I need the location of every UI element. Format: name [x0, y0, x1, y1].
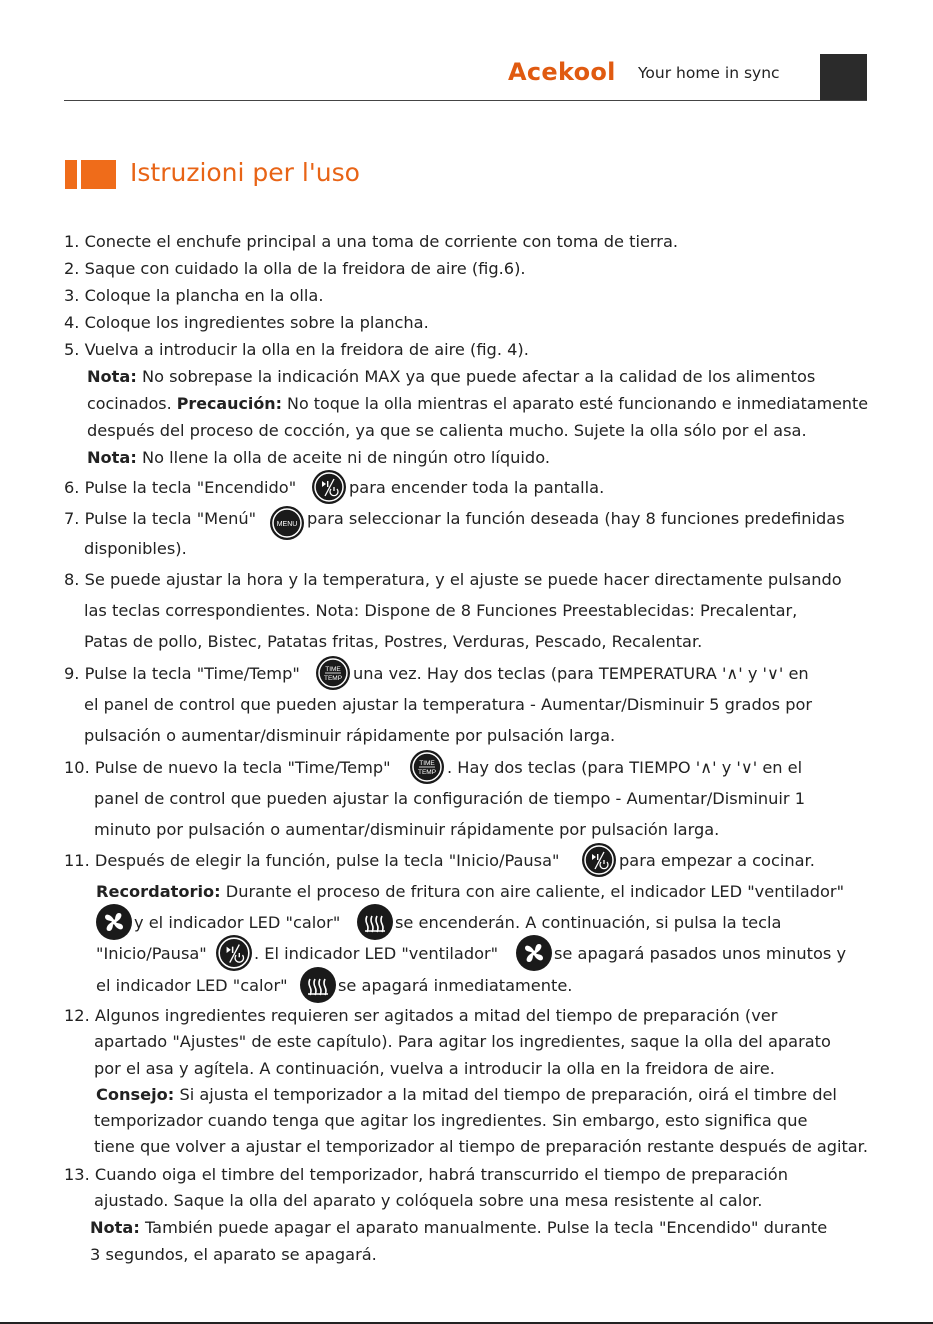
step-12-d: temporizador cuando tenga que agitar los ingredientes. Sin embargo, esto significa que [94, 1111, 808, 1130]
step-9-d: pulsación o aumentar/disminuir rápidamente por pulsación larga. [84, 726, 616, 745]
step-8-c: Patas de pollo, Bistec, Patatas fritas, Postres, Verduras, Pescado, Recalentar. [84, 632, 703, 651]
caution-text: No toque la olla mientras el aparato esté funcionando e inmediatamente [281, 394, 868, 413]
fan-icon [516, 935, 552, 971]
step-3: 3. Coloque la plancha en la olla. [64, 286, 324, 305]
temp-label: TEMP [417, 769, 437, 776]
section-title: Istruzioni per l'uso [130, 158, 360, 187]
time-label: TIME [325, 666, 341, 673]
step-7-text-b: para seleccionar la función deseada (hay 8 funciones predefinidas [307, 509, 845, 528]
step-12-c: por el asa y agítela. A continuación, vuelva a introducir la olla en la freidora de aire. [94, 1059, 775, 1078]
step-5-note-2 [87, 448, 550, 468]
step-1: 1. Conecte el enchufe principal a una toma de corriente con toma de tierra. [64, 232, 679, 251]
step-4: 4. Coloque los ingredientes sobre la plancha. [64, 313, 429, 332]
step-6-text-a: 6. Pulse la tecla "Encendido" [64, 478, 297, 497]
brand-logo: Acekool [508, 58, 616, 86]
note-text: cocinados. [87, 394, 177, 413]
step-10-c: panel de control que pueden ajustar la configuración de tiempo - Aumentar/Disminuir 1 [94, 789, 806, 808]
reminder-text: Durante el proceso de fritura con aire caliente, el indicador LED "ventilador" [220, 882, 845, 901]
title-marker-small [65, 160, 77, 189]
step-11-e2: se apagará inmediatamente. [338, 976, 573, 995]
step-11-c1: y el indicador LED "calor" [134, 913, 341, 932]
step-11-c2: se encenderán. A continuación, si pulsa la tecla [395, 913, 782, 932]
step-12-e: tiene que volver a ajustar el temporizador al tiempo de preparación restante después de agitar. [94, 1137, 868, 1156]
step-5-note [87, 367, 815, 387]
step-9-c: el panel de control que pueden ajustar la temperatura - Aumentar/Disminuir 5 grados por [84, 695, 813, 714]
note-text: También puede apagar el aparato manualmente. Pulse la tecla "Encendido" durante [139, 1218, 828, 1237]
step-8-b: las teclas correspondientes. Nota: Dispone de 8 Funciones Preestablecidas: Precalentar, [84, 601, 798, 620]
step-11-d2: . El indicador LED "ventilador" [254, 944, 499, 963]
note-text: No sobrepase la indicación MAX ya que puede afectar a la calidad de los alimentos [136, 367, 816, 386]
step-9-a: 9. Pulse la tecla "Time/Temp" [64, 664, 300, 683]
step-11-b: para empezar a cocinar. [619, 851, 815, 870]
header-divider [64, 100, 867, 101]
page-corner-block [820, 54, 867, 101]
step-11-reminder [96, 882, 844, 902]
time-temp-icon [410, 750, 444, 784]
step-11-d3: se apagará pasados unos minutos y [554, 944, 847, 963]
step-9-b: una vez. Hay dos teclas (para TEMPERATURA '∧' y '∨' en [353, 664, 809, 683]
step-10-b: . Hay dos teclas (para TIEMPO '∧' y '∨' en el [447, 758, 803, 777]
step-8-a: 8. Se puede ajustar la hora y la temperatura, y el ajuste se puede hacer directamente pulsando [64, 570, 842, 589]
note-label: Nota: [87, 367, 137, 386]
time-temp-icon [316, 656, 350, 690]
step-10-d: minuto por pulsación o aumentar/disminuir rápidamente por pulsación larga. [94, 820, 720, 839]
note-label: Nota: [87, 448, 137, 467]
heat-icon [300, 967, 336, 1003]
heat-icon [357, 904, 393, 940]
step-12-a: 12. Algunos ingredientes requieren ser agitados a mitad del tiempo de preparación (ver [64, 1006, 778, 1025]
step-11-d1: "Inicio/Pausa" [96, 944, 207, 963]
step-12-tip [96, 1085, 837, 1105]
step-7-text-c: disponibles). [84, 539, 187, 558]
brand-tagline: Your home in sync [638, 64, 780, 82]
reminder-label: Recordatorio: [96, 882, 221, 901]
step-13-note [90, 1218, 827, 1238]
step-6-text-b: para encender toda la pantalla. [349, 478, 605, 497]
note-label: Nota: [90, 1218, 140, 1237]
step-13-a: 13. Cuando oiga el timbre del temporizador, habrá transcurrido el tiempo de preparación [64, 1165, 788, 1184]
menu-icon-label: MENU [276, 521, 298, 528]
power-pause-icon [312, 470, 346, 504]
step-5-caution [87, 394, 868, 414]
power-pause-icon [582, 843, 616, 877]
step-5-caution-cont: después del proceso de cocción, ya que se calienta mucho. Sujete la olla sólo por el asa. [87, 421, 807, 440]
step-10-a: 10. Pulse de nuevo la tecla "Time/Temp" [64, 758, 391, 777]
power-pause-icon [216, 935, 252, 971]
fan-icon [96, 904, 132, 940]
title-marker-large [81, 160, 116, 189]
step-12-b: apartado "Ajustes" de este capítulo). Para agitar los ingredientes, saque la olla del aparato [94, 1032, 831, 1051]
caution-label: Precaución: [176, 394, 282, 413]
note-text: No llene la olla de aceite ni de ningún otro líquido. [136, 448, 550, 467]
tip-label: Consejo: [96, 1085, 175, 1104]
time-label: TIME [419, 760, 435, 767]
step-2: 2. Saque con cuidado la olla de la freidora de aire (fig.6). [64, 259, 526, 278]
menu-icon [270, 506, 304, 540]
step-11-e1: el indicador LED "calor" [96, 976, 288, 995]
tip-text: Si ajusta el temporizador a la mitad del tiempo de preparación, oirá el timbre del [174, 1085, 837, 1104]
step-11-a: 11. Después de elegir la función, pulse la tecla "Inicio/Pausa" [64, 851, 560, 870]
step-13-b: ajustado. Saque la olla del aparato y colóquela sobre una mesa resistente al calor. [94, 1191, 763, 1210]
temp-label: TEMP [323, 675, 343, 682]
step-5: 5. Vuelva a introducir la olla en la freidora de aire (fig. 4). [64, 340, 529, 359]
step-7-text-a: 7. Pulse la tecla "Menú" [64, 509, 257, 528]
step-13-c: 3 segundos, el aparato se apagará. [90, 1245, 377, 1264]
